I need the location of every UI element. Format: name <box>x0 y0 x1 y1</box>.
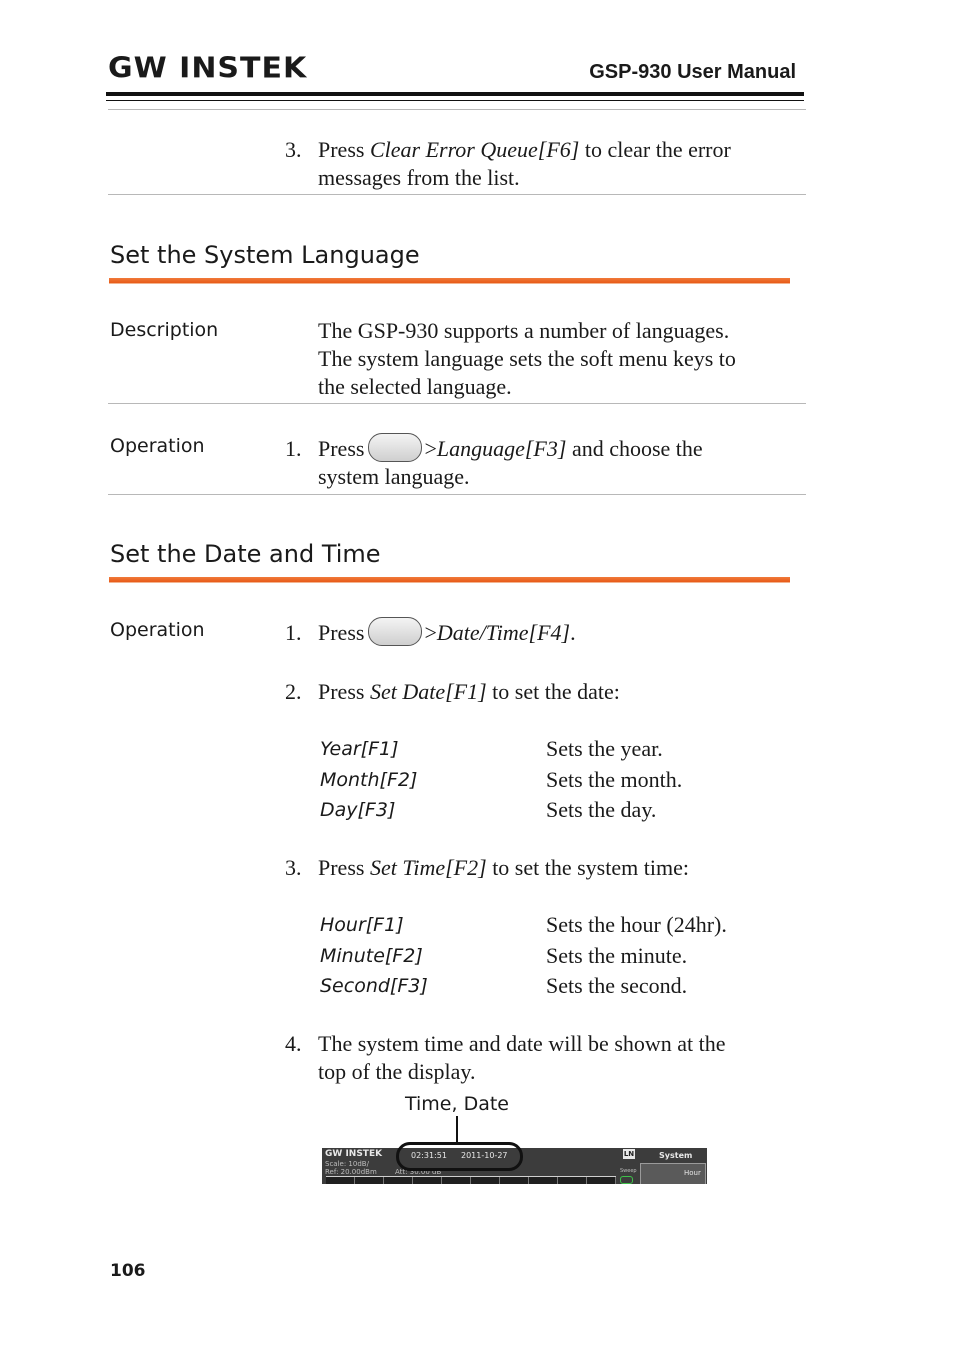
screen-menu-item: Hour <box>684 1169 701 1177</box>
time-item-cmd: Minute[F2] <box>320 945 423 967</box>
lxi-icon: LN <box>623 1150 635 1158</box>
section-title-language: Set the System Language <box>110 241 420 269</box>
callout-label: Time, Date <box>405 1093 509 1115</box>
date-item-cmd: Month[F2] <box>320 769 418 791</box>
time-item-desc: Sets the minute. <box>546 943 688 968</box>
date-item-cmd: Year[F1] <box>320 738 399 760</box>
description-line-3: the selected language. <box>318 374 512 399</box>
divider <box>108 194 806 195</box>
command-text: Set Time[F2] <box>369 855 487 880</box>
time-date-callout <box>396 1142 523 1171</box>
date-item-cmd: Day[F3] <box>320 799 396 821</box>
description-line-2: The system language sets the soft menu keys to <box>318 346 736 371</box>
divider <box>108 403 806 404</box>
intro-step-line2: messages from the list. <box>318 165 520 190</box>
divider <box>108 494 806 495</box>
datetime-step4-line2: top of the display. <box>318 1059 476 1084</box>
date-item-desc: Sets the month. <box>546 767 683 792</box>
callout-line <box>456 1116 458 1143</box>
date-item-desc: Sets the day. <box>546 797 657 822</box>
step-number: 3. <box>285 855 302 880</box>
header-rule-thick <box>106 92 804 96</box>
step-number: 1. <box>285 436 302 461</box>
screen-brand: GW INSTEK <box>325 1149 383 1159</box>
section-underline <box>109 577 790 583</box>
brand-logo: GW INSTEK <box>108 51 308 86</box>
manual-title: GSP-930 User Manual <box>589 61 796 83</box>
step-number: 1. <box>285 620 302 645</box>
command-text: Set Date[F1] <box>369 679 487 704</box>
screen-graticule <box>326 1176 616 1184</box>
description-line-1: The GSP-930 supports a number of languages. <box>318 318 730 343</box>
sweep-indicator-icon <box>620 1176 633 1184</box>
date-item-desc: Sets the year. <box>546 736 663 761</box>
graticule-lines <box>326 1177 616 1184</box>
screen-menu-title: System <box>659 1151 693 1160</box>
datetime-step2-text: Press Set Date[F1] to set the date: <box>318 679 620 704</box>
time-item-desc: Sets the second. <box>546 973 688 998</box>
datetime-step1-text: Press >Date/Time[F4]. <box>318 619 576 649</box>
screen-att: Att: 30.00 dB <box>395 1168 442 1176</box>
datetime-step3-text: Press Set Time[F2] to set the system time: <box>318 855 689 880</box>
datetime-step4-line1: The system time and date will be shown at the <box>318 1031 726 1056</box>
screen-date: 2011-10-27 <box>461 1151 508 1160</box>
intro-step-text: Press Clear Error Queue[F6] to clear the error <box>318 137 731 162</box>
step-number: 4. <box>285 1031 302 1056</box>
header-rule-thin <box>106 100 804 101</box>
language-step-text: Press >Language[F3] and choose the <box>318 435 703 465</box>
language-step-line2: system language. <box>318 464 470 489</box>
time-item-cmd: Hour[F1] <box>320 914 404 936</box>
system-key-icon <box>368 617 422 646</box>
operation-label: Operation <box>110 619 205 641</box>
section-underline <box>109 278 790 284</box>
command-text: Date/Time[F4] <box>436 620 571 645</box>
screen-sweep: Sweep <box>620 1168 637 1174</box>
description-label: Description <box>110 319 219 341</box>
command-text: Language[F3] <box>436 436 567 461</box>
page-number: 106 <box>110 1261 146 1281</box>
time-item-desc: Sets the hour (24hr). <box>546 912 727 937</box>
system-key-icon <box>368 433 422 462</box>
operation-label: Operation <box>110 435 205 457</box>
divider <box>108 109 806 110</box>
screen-scale: Scale: 10dB/ <box>325 1160 369 1168</box>
time-item-cmd: Second[F3] <box>320 975 428 997</box>
step-number: 2. <box>285 679 302 704</box>
screen-time: 02:31:51 <box>411 1151 447 1160</box>
section-title-datetime: Set the Date and Time <box>110 540 381 568</box>
step-number: 3. <box>285 137 302 162</box>
command-text: Clear Error Queue[F6] <box>369 137 580 162</box>
screen-ref: Ref: 20.00dBm <box>325 1168 377 1176</box>
